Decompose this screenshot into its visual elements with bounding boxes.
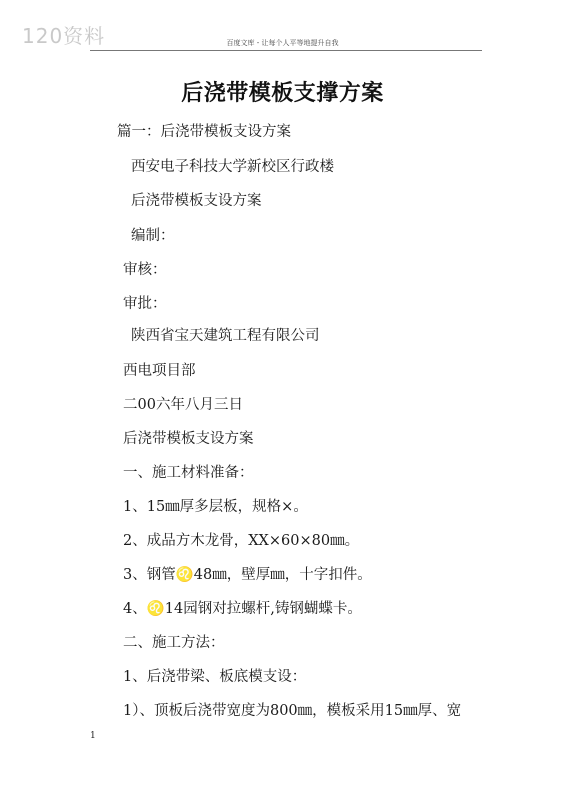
text-line: 1）、顶板后浇带宽度为800㎜，模板采用15㎜厚、宽 bbox=[123, 703, 462, 719]
text-line: 4、♌14园钢对拉螺杆,铸钢蝴蝶卡。 bbox=[123, 601, 362, 617]
text-line: 1、15㎜厚多层板，规格×。 bbox=[123, 499, 308, 515]
text-line: 编制： bbox=[131, 228, 175, 244]
text-line: 后浇带模板支设方案 bbox=[131, 193, 262, 209]
text-line: 1、后浇带梁、板底模支设： bbox=[123, 669, 307, 685]
text-line: 西电项目部 bbox=[123, 363, 196, 379]
page-header: 百度文库 - 让每个人平等地提升自我 bbox=[226, 39, 339, 47]
text-line: 二00六年八月三日 bbox=[123, 397, 243, 413]
text-line: 2、成品方木龙骨，XX×60×80㎜。 bbox=[123, 533, 360, 549]
watermark-logo: 120资料 bbox=[22, 24, 106, 48]
document-title: 后浇带模板支撑方案 bbox=[181, 80, 384, 106]
text-line: 二、施工方法： bbox=[123, 635, 225, 651]
section-heading: 篇一：后浇带模板支设方案 bbox=[117, 124, 291, 140]
text-line: 西安电子科技大学新校区行政楼 bbox=[131, 159, 334, 175]
text-line: 3、钢管♌48㎜，壁厚㎜，十字扣件。 bbox=[123, 567, 372, 583]
page-number: 1 bbox=[90, 731, 96, 741]
text-line: 审批： bbox=[123, 296, 167, 312]
text-line: 陕西省宝天建筑工程有限公司 bbox=[131, 328, 320, 344]
text-line: 审核： bbox=[123, 262, 167, 278]
text-line: 一、施工材料准备： bbox=[123, 465, 254, 481]
header-divider bbox=[90, 50, 482, 51]
text-line: 后浇带模板支设方案 bbox=[123, 431, 254, 447]
